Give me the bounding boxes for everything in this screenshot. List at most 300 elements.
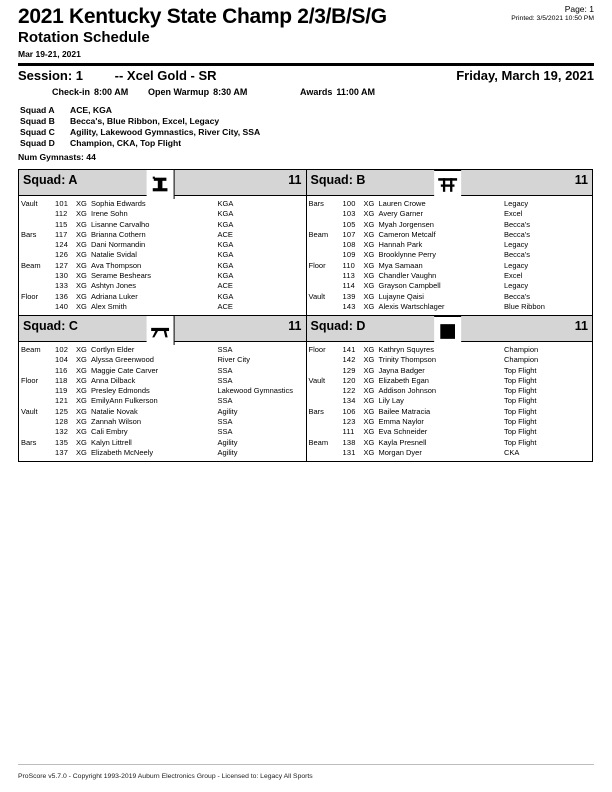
checkin-label: Check-in bbox=[52, 87, 91, 97]
event-label bbox=[21, 417, 55, 427]
squad-panel-d bbox=[306, 315, 593, 461]
competitor-number: 141 bbox=[342, 345, 356, 354]
event-label: Beam bbox=[21, 260, 41, 270]
session-header bbox=[18, 68, 594, 83]
club-name: Top Flight bbox=[504, 396, 537, 406]
gymnast-row bbox=[307, 220, 593, 230]
gymnast-name: Natalie Novak bbox=[91, 406, 138, 416]
competitor-number: 134 bbox=[342, 396, 356, 406]
gymnast-row bbox=[307, 230, 593, 240]
gymnast-name: Brianna Cothern bbox=[91, 229, 146, 239]
club-name: Blue Ribbon bbox=[504, 301, 545, 311]
warmup-label: Open Warmup bbox=[148, 87, 210, 97]
gymnast-row bbox=[19, 417, 306, 427]
gymnast-row bbox=[19, 407, 306, 417]
session-name: -- Xcel Gold - SR bbox=[114, 68, 217, 83]
gymnast-name: Addison Johnson bbox=[378, 386, 437, 396]
gymnast-row bbox=[307, 376, 593, 386]
squad-title: Squad: C bbox=[23, 319, 78, 333]
club-name: Top Flight bbox=[504, 427, 537, 437]
competitor-number: 138 bbox=[342, 437, 356, 447]
event-label: Beam bbox=[21, 345, 41, 354]
event-label bbox=[309, 448, 343, 458]
event-label bbox=[21, 302, 55, 312]
event-label bbox=[21, 396, 55, 406]
event-label bbox=[21, 448, 55, 458]
level-code: XG bbox=[76, 375, 87, 385]
gymnast-row bbox=[19, 281, 306, 291]
club-name: Top Flight bbox=[504, 375, 537, 385]
printed-timestamp: Printed: 3/5/2021 10:50 PM bbox=[511, 15, 594, 22]
club-name: Agility bbox=[217, 447, 238, 457]
club-name: Top Flight bbox=[504, 386, 537, 396]
gymnast-row bbox=[307, 366, 593, 376]
gymnast-name: Alex Smith bbox=[91, 301, 127, 311]
club-name: SSA bbox=[217, 417, 233, 427]
competitor-number: 103 bbox=[342, 209, 356, 219]
gymnast-row bbox=[19, 199, 306, 209]
gymnast-name: Kalyn Littrell bbox=[91, 437, 132, 447]
squad-assignment-label: Squad B bbox=[20, 116, 55, 126]
squad-assignment-label: Squad C bbox=[20, 127, 55, 137]
competitor-number: 108 bbox=[342, 240, 356, 250]
competitor-number: 117 bbox=[55, 229, 68, 239]
club-name: Agility bbox=[217, 406, 238, 416]
level-code: XG bbox=[76, 209, 87, 219]
squad-panel-header bbox=[307, 316, 593, 342]
gymnast-name: Cali Embry bbox=[91, 427, 128, 437]
gymnast-name: Grayson Campbell bbox=[378, 281, 441, 291]
gymnast-name: Elizabeth McNeely bbox=[91, 447, 154, 457]
gymnast-row bbox=[19, 220, 306, 230]
event-label: Vault bbox=[21, 199, 38, 208]
gymnast-row bbox=[19, 376, 306, 386]
competitor-number: 105 bbox=[342, 219, 356, 229]
squad-panel-header bbox=[307, 170, 593, 196]
level-code: XG bbox=[76, 437, 87, 447]
club-name: SSA bbox=[217, 345, 233, 354]
session-title bbox=[18, 68, 217, 83]
gymnast-row bbox=[307, 427, 593, 437]
event-label: Vault bbox=[308, 291, 326, 301]
club-name: KGA bbox=[217, 219, 234, 229]
event-label bbox=[309, 220, 343, 230]
session-label: Session: 1 bbox=[18, 68, 84, 83]
gymnast-name: Ava Thompson bbox=[91, 260, 142, 270]
gymnast-row bbox=[307, 448, 593, 458]
level-code: XG bbox=[363, 281, 375, 291]
club-name: Champion bbox=[504, 345, 539, 354]
awards-value: 11:00 AM bbox=[336, 87, 376, 97]
gymnast-name: Jayna Badger bbox=[378, 365, 425, 375]
level-code: XG bbox=[363, 199, 375, 208]
squad-title: Squad: B bbox=[310, 173, 366, 187]
gymnast-name: Chandler Vaughn bbox=[378, 271, 437, 281]
gymnast-name: EmilyAnn Fulkerson bbox=[91, 396, 158, 406]
squad-assignment-row bbox=[0, 127, 612, 138]
squad-assignment-label: Squad A bbox=[20, 105, 55, 115]
gymnast-row bbox=[19, 292, 306, 302]
squad-title: Squad: D bbox=[310, 319, 366, 333]
squad-assignment-row bbox=[0, 116, 612, 127]
event-label: Vault bbox=[21, 406, 38, 416]
footer-divider bbox=[18, 764, 594, 765]
gymnast-name: Lujayne Qaisi bbox=[378, 291, 424, 301]
competitor-number: 121 bbox=[55, 396, 69, 406]
level-code: XG bbox=[76, 281, 87, 291]
squads-table bbox=[18, 169, 593, 462]
competitor-number: 118 bbox=[55, 375, 68, 385]
level-code: XG bbox=[363, 345, 375, 354]
competitor-number: 143 bbox=[342, 301, 356, 311]
session-day: Friday, March 19, 2021 bbox=[456, 68, 594, 83]
squad-roster bbox=[307, 196, 593, 315]
competitor-number: 100 bbox=[342, 199, 356, 208]
competitor-number: 140 bbox=[55, 301, 69, 311]
level-code: XG bbox=[76, 291, 87, 301]
club-name: CKA bbox=[504, 447, 520, 457]
level-code: XG bbox=[363, 375, 375, 385]
gymnast-name: Lauren Crowe bbox=[378, 199, 426, 208]
event-label bbox=[309, 209, 343, 219]
event-label bbox=[21, 209, 55, 219]
gymnast-name: Natalie Svidal bbox=[91, 250, 137, 260]
gymnast-name: Dani Normandin bbox=[91, 240, 146, 250]
level-code: XG bbox=[363, 260, 375, 270]
gymnast-name: Trinity Thompson bbox=[378, 355, 437, 365]
event-label: Beam bbox=[308, 437, 329, 447]
gymnast-name: Zannah Wilson bbox=[91, 417, 142, 427]
gymnast-row bbox=[19, 271, 306, 281]
header-divider bbox=[18, 63, 594, 66]
page-number: Page: 1 bbox=[564, 4, 594, 14]
club-name: KGA bbox=[217, 199, 234, 208]
event-label bbox=[309, 386, 343, 396]
club-name: Lakewood Gymnastics bbox=[217, 386, 293, 396]
gymnast-row bbox=[307, 292, 593, 302]
club-name: Becca's bbox=[504, 250, 531, 260]
squad-roster bbox=[19, 342, 306, 461]
level-code: XG bbox=[363, 406, 375, 416]
event-label bbox=[21, 386, 55, 396]
gymnast-row bbox=[307, 281, 593, 291]
event-label bbox=[309, 240, 343, 250]
footer-text: ProScore v5.7.0 - Copyright 1993-2019 Auburn Electronics Group - Licensed to: Legacy All Sports bbox=[18, 773, 313, 780]
gymnast-row bbox=[19, 209, 306, 219]
event-label bbox=[309, 427, 343, 437]
gymnast-name: Elizabeth Egan bbox=[378, 375, 429, 385]
club-name: Becca's bbox=[504, 219, 531, 229]
gymnast-row bbox=[19, 448, 306, 458]
level-code: XG bbox=[363, 301, 375, 311]
gymnast-name: Alexis Wartschlager bbox=[378, 301, 445, 311]
competitor-number: 113 bbox=[342, 271, 356, 281]
event-label: Floor bbox=[308, 345, 326, 354]
gymnast-row bbox=[19, 345, 306, 355]
squad-panel-b bbox=[306, 170, 593, 315]
competitor-number: 133 bbox=[55, 281, 69, 291]
gymnast-name: Sophia Edwards bbox=[91, 199, 146, 208]
level-code: XG bbox=[363, 437, 375, 447]
event-label: Floor bbox=[21, 375, 39, 385]
gymnast-row bbox=[19, 261, 306, 271]
club-name: River City bbox=[217, 355, 251, 365]
club-name: Legacy bbox=[504, 281, 529, 291]
club-name: Agility bbox=[217, 437, 238, 447]
gymnast-name: Maggie Cate Carver bbox=[91, 365, 159, 375]
competitor-number: 119 bbox=[55, 386, 68, 396]
level-code: XG bbox=[76, 301, 87, 311]
gymnast-row bbox=[307, 209, 593, 219]
club-name: Top Flight bbox=[504, 365, 537, 375]
gymnast-row bbox=[19, 366, 306, 376]
squad-assignment-teams: Agility, Lakewood Gymnastics, River City, SSA bbox=[70, 127, 261, 137]
event-label bbox=[309, 366, 343, 376]
club-name: SSA bbox=[217, 365, 233, 375]
squad-roster bbox=[307, 342, 593, 461]
gymnast-name: Adriana Luker bbox=[91, 291, 138, 301]
competitor-number: 128 bbox=[55, 417, 69, 427]
floor-icon bbox=[434, 316, 461, 346]
gymnast-name: Brooklynne Perry bbox=[378, 250, 437, 260]
squad-gymnast-count: 11 bbox=[288, 173, 302, 187]
page-subtitle: Rotation Schedule bbox=[18, 29, 150, 46]
warmup-value: 8:30 AM bbox=[213, 87, 248, 97]
club-name: KGA bbox=[217, 209, 234, 219]
event-label bbox=[309, 281, 343, 291]
gymnast-row bbox=[307, 271, 593, 281]
gymnast-row bbox=[307, 261, 593, 271]
checkin-time bbox=[52, 87, 128, 97]
gymnast-name: Morgan Dyer bbox=[378, 447, 422, 457]
club-name: SSA bbox=[217, 427, 233, 437]
gymnast-row bbox=[19, 302, 306, 312]
level-code: XG bbox=[363, 386, 375, 396]
club-name: KGA bbox=[217, 240, 234, 250]
competitor-number: 130 bbox=[55, 271, 69, 281]
club-name: ACE bbox=[217, 229, 233, 239]
competitor-number: 102 bbox=[55, 345, 69, 354]
competitor-number: 132 bbox=[55, 427, 69, 437]
squad-assignment-row bbox=[0, 138, 612, 149]
competitor-number: 104 bbox=[55, 355, 69, 365]
event-label bbox=[21, 271, 55, 281]
vault-icon bbox=[147, 170, 175, 199]
level-code: XG bbox=[76, 240, 87, 250]
competitor-number: 122 bbox=[342, 386, 356, 396]
warmup-time bbox=[148, 87, 247, 97]
gymnast-row bbox=[19, 438, 306, 448]
level-code: XG bbox=[363, 447, 375, 457]
club-name: SSA bbox=[217, 375, 233, 385]
squad-assignments bbox=[0, 105, 612, 149]
event-label: Bars bbox=[308, 406, 324, 416]
meet-date-range: Mar 19-21, 2021 bbox=[18, 49, 81, 59]
level-code: XG bbox=[363, 219, 375, 229]
squad-assignment-teams: Becca's, Blue Ribbon, Excel, Legacy bbox=[70, 116, 220, 126]
gymnast-row bbox=[307, 407, 593, 417]
level-code: XG bbox=[76, 427, 87, 437]
level-code: XG bbox=[76, 396, 87, 406]
event-label bbox=[21, 355, 55, 365]
event-label bbox=[21, 366, 55, 376]
gymnast-row bbox=[307, 386, 593, 396]
level-code: XG bbox=[363, 417, 375, 427]
competitor-number: 142 bbox=[342, 355, 356, 365]
awards-label: Awards bbox=[300, 87, 333, 97]
squad-gymnast-count: 11 bbox=[574, 173, 588, 187]
gymnast-name: Lisanne Carvalho bbox=[91, 219, 150, 229]
club-name: Top Flight bbox=[504, 437, 537, 447]
event-label: Beam bbox=[308, 229, 329, 239]
competitor-number: 111 bbox=[342, 427, 355, 437]
event-label bbox=[309, 250, 343, 260]
gymnast-name: Presley Edmonds bbox=[91, 386, 150, 396]
gymnast-name: Ashtyn Jones bbox=[91, 281, 137, 291]
competitor-number: 127 bbox=[55, 260, 69, 270]
squad-roster bbox=[19, 196, 306, 315]
gymnast-name: Mya Samaan bbox=[378, 260, 423, 270]
level-code: XG bbox=[76, 199, 87, 208]
club-name: Champion bbox=[504, 355, 539, 365]
gymnast-row bbox=[19, 427, 306, 437]
event-label bbox=[309, 302, 343, 312]
competitor-number: 115 bbox=[55, 219, 68, 229]
competitor-number: 136 bbox=[55, 291, 69, 301]
gymnast-name: Myah Jorgensen bbox=[378, 219, 434, 229]
level-code: XG bbox=[76, 406, 87, 416]
squad-assignment-row bbox=[0, 105, 612, 116]
competitor-number: 106 bbox=[342, 406, 356, 416]
event-label: Vault bbox=[308, 375, 326, 385]
competitor-number: 125 bbox=[55, 406, 69, 416]
level-code: XG bbox=[76, 260, 87, 270]
club-name: Becca's bbox=[504, 291, 531, 301]
gymnast-name: Lily Lay bbox=[378, 396, 404, 406]
gymnast-row bbox=[19, 230, 306, 240]
gymnast-row bbox=[19, 396, 306, 406]
gymnast-name: Cameron Metcalf bbox=[378, 229, 436, 239]
club-name: Legacy bbox=[504, 199, 529, 208]
club-name: Legacy bbox=[504, 240, 529, 250]
page-info bbox=[511, 4, 594, 22]
level-code: XG bbox=[363, 250, 375, 260]
level-code: XG bbox=[76, 345, 87, 354]
gymnast-row bbox=[307, 250, 593, 260]
gymnast-name: Bailee Matracia bbox=[378, 406, 431, 416]
gymnast-name: Hannah Park bbox=[378, 240, 423, 250]
event-label bbox=[309, 271, 343, 281]
gymnast-row bbox=[307, 396, 593, 406]
gymnast-row bbox=[307, 240, 593, 250]
awards-time bbox=[300, 87, 375, 97]
competitor-number: 139 bbox=[342, 291, 356, 301]
event-label: Bars bbox=[21, 437, 37, 447]
level-code: XG bbox=[76, 447, 87, 457]
squad-panel-c bbox=[19, 315, 306, 461]
event-label bbox=[309, 355, 343, 365]
event-label: Bars bbox=[308, 199, 324, 208]
gymnast-name: Anna Dilback bbox=[91, 375, 136, 385]
level-code: XG bbox=[76, 219, 87, 229]
level-code: XG bbox=[76, 229, 87, 239]
squad-title: Squad: A bbox=[23, 173, 78, 187]
level-code: XG bbox=[363, 396, 375, 406]
competitor-number: 109 bbox=[342, 250, 356, 260]
competitor-number: 116 bbox=[55, 365, 68, 375]
squad-panel-header bbox=[19, 170, 306, 196]
level-code: XG bbox=[76, 250, 87, 260]
club-name: KGA bbox=[217, 291, 234, 301]
competitor-number: 120 bbox=[342, 375, 356, 385]
event-label bbox=[21, 240, 55, 250]
gymnast-name: Serame Beshears bbox=[91, 271, 152, 281]
gymnast-row bbox=[307, 438, 593, 448]
uneven-bars-icon bbox=[434, 170, 461, 200]
level-code: XG bbox=[363, 365, 375, 375]
level-code: XG bbox=[76, 365, 87, 375]
club-name: KGA bbox=[217, 260, 234, 270]
gymnast-row bbox=[307, 417, 593, 427]
level-code: XG bbox=[363, 229, 375, 239]
gymnast-row bbox=[307, 345, 593, 355]
gymnast-row bbox=[307, 199, 593, 209]
club-name: Legacy bbox=[504, 260, 529, 270]
level-code: XG bbox=[76, 417, 87, 427]
checkin-value: 8:00 AM bbox=[94, 87, 129, 97]
gymnast-row bbox=[307, 302, 593, 312]
level-code: XG bbox=[363, 271, 375, 281]
gymnast-name: Emma Naylor bbox=[378, 417, 424, 427]
beam-icon bbox=[147, 316, 175, 345]
event-label bbox=[21, 281, 55, 291]
event-label: Floor bbox=[308, 260, 326, 270]
club-name: Excel bbox=[504, 209, 523, 219]
level-code: XG bbox=[363, 291, 375, 301]
level-code: XG bbox=[363, 209, 375, 219]
competitor-number: 126 bbox=[55, 250, 69, 260]
event-label bbox=[21, 427, 55, 437]
event-label bbox=[309, 417, 343, 427]
squad-assignment-label: Squad D bbox=[20, 138, 55, 148]
squad-gymnast-count: 11 bbox=[574, 319, 588, 333]
club-name: KGA bbox=[217, 271, 234, 281]
competitor-number: 114 bbox=[342, 281, 356, 291]
club-name: ACE bbox=[217, 281, 233, 291]
gymnast-name: Kayla Presnell bbox=[378, 437, 427, 447]
level-code: XG bbox=[363, 355, 375, 365]
competitor-number: 137 bbox=[55, 447, 69, 457]
competitor-number: 123 bbox=[342, 417, 356, 427]
competitor-number: 124 bbox=[55, 240, 69, 250]
gymnast-name: Cortlyn Elder bbox=[91, 345, 135, 354]
level-code: XG bbox=[76, 271, 87, 281]
gymnast-name: Eva Schneider bbox=[378, 427, 428, 437]
club-name: Becca's bbox=[504, 229, 531, 239]
gymnast-row bbox=[19, 250, 306, 260]
gymnast-row bbox=[19, 386, 306, 396]
gymnast-name: Avery Garner bbox=[378, 209, 423, 219]
gymnast-name: Kathryn Squyres bbox=[378, 345, 434, 354]
club-name: KGA bbox=[217, 250, 234, 260]
competitor-number: 112 bbox=[55, 209, 68, 219]
squad-panel-a bbox=[19, 170, 306, 315]
club-name: ACE bbox=[217, 301, 233, 311]
level-code: XG bbox=[76, 386, 87, 396]
squad-panel-header bbox=[19, 316, 306, 342]
level-code: XG bbox=[363, 240, 375, 250]
competitor-number: 135 bbox=[55, 437, 69, 447]
